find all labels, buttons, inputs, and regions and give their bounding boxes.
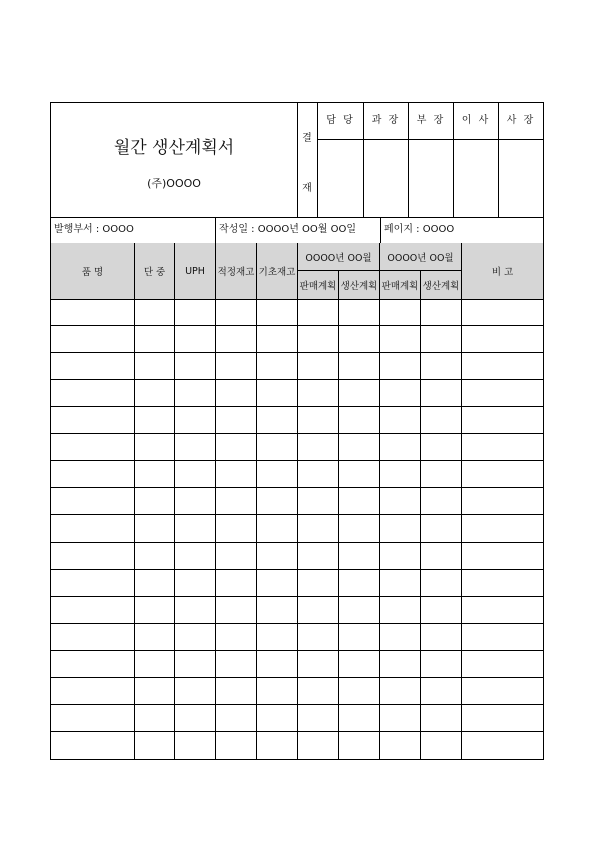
table-row <box>51 705 543 732</box>
table-cell[interactable] <box>421 515 462 541</box>
table-cell[interactable] <box>257 515 298 541</box>
table-cell[interactable] <box>175 543 216 569</box>
table-cell[interactable] <box>462 624 543 650</box>
table-cell[interactable] <box>135 597 175 623</box>
table-cell[interactable] <box>421 624 462 650</box>
table-cell[interactable] <box>51 651 135 677</box>
table-cell[interactable] <box>421 543 462 569</box>
header-unit-weight: 단 중 <box>135 243 175 299</box>
table-cell[interactable] <box>462 380 543 406</box>
table-cell[interactable] <box>298 515 339 541</box>
table-cell[interactable] <box>380 461 421 487</box>
table-cell[interactable] <box>339 678 380 704</box>
table-row <box>51 407 543 434</box>
table-cell[interactable] <box>175 624 216 650</box>
table-cell[interactable] <box>175 380 216 406</box>
table-cell[interactable] <box>298 732 339 759</box>
header-sales-plan-1: 판매계획 <box>298 271 339 299</box>
table-cell[interactable] <box>298 705 339 731</box>
table-cell[interactable] <box>51 380 135 406</box>
table-cell[interactable] <box>175 705 216 731</box>
table-cell[interactable] <box>216 732 257 759</box>
table-cell[interactable] <box>462 732 543 759</box>
table-cell[interactable] <box>257 326 298 352</box>
table-cell[interactable] <box>135 299 175 325</box>
table-cell[interactable] <box>51 624 135 650</box>
table-cell[interactable] <box>257 705 298 731</box>
table-row <box>51 488 543 515</box>
page-field[interactable]: 페이지 : OOOO <box>384 224 455 235</box>
table-cell[interactable] <box>175 326 216 352</box>
table-cell[interactable] <box>135 434 175 460</box>
table-cell[interactable] <box>421 651 462 677</box>
department-field[interactable]: 발행부서 : OOOO <box>51 217 216 243</box>
table-cell[interactable] <box>380 380 421 406</box>
table-cell[interactable] <box>135 461 175 487</box>
table-cell[interactable] <box>298 299 339 325</box>
table-cell[interactable] <box>175 353 216 379</box>
header-item: 품 명 <box>51 243 135 299</box>
table-cell[interactable] <box>257 624 298 650</box>
table-cell[interactable] <box>462 515 543 541</box>
table-cell[interactable] <box>135 624 175 650</box>
table-row <box>51 434 543 461</box>
table-cell[interactable] <box>298 353 339 379</box>
table-cell[interactable] <box>257 380 298 406</box>
table-cell[interactable] <box>339 732 380 759</box>
table-cell[interactable] <box>51 434 135 460</box>
table-cell[interactable] <box>135 380 175 406</box>
header-safety-stock: 적정재고 <box>216 243 257 299</box>
table-cell[interactable] <box>51 570 135 596</box>
table-cell[interactable] <box>175 515 216 541</box>
table-cell[interactable] <box>380 624 421 650</box>
table-cell[interactable] <box>216 624 257 650</box>
table-cell[interactable] <box>380 651 421 677</box>
approval-role: 사 장 <box>499 103 543 140</box>
table-cell[interactable] <box>339 380 380 406</box>
table-cell[interactable] <box>339 515 380 541</box>
table-row <box>51 515 543 542</box>
table-cell[interactable] <box>135 488 175 514</box>
table-cell[interactable] <box>135 543 175 569</box>
table-cell[interactable] <box>175 651 216 677</box>
table-cell[interactable] <box>421 732 462 759</box>
table-cell[interactable] <box>175 570 216 596</box>
table-cell[interactable] <box>339 651 380 677</box>
table-cell[interactable] <box>298 380 339 406</box>
table-cell[interactable] <box>380 299 421 325</box>
table-cell[interactable] <box>51 705 135 731</box>
table-cell[interactable] <box>51 543 135 569</box>
table-cell[interactable] <box>216 488 257 514</box>
table-cell[interactable] <box>380 543 421 569</box>
table-cell[interactable] <box>462 597 543 623</box>
table-row <box>51 326 543 353</box>
table-cell[interactable] <box>339 434 380 460</box>
table-cell[interactable] <box>298 407 339 433</box>
table-cell[interactable] <box>339 705 380 731</box>
table-row <box>51 624 543 651</box>
production-plan-form <box>50 102 544 760</box>
table-cell[interactable] <box>380 434 421 460</box>
table-cell[interactable] <box>135 570 175 596</box>
table-cell[interactable] <box>380 570 421 596</box>
table-cell[interactable] <box>51 488 135 514</box>
table-cell[interactable] <box>135 732 175 759</box>
table-cell[interactable] <box>298 543 339 569</box>
table-cell[interactable] <box>298 461 339 487</box>
table-cell[interactable] <box>216 353 257 379</box>
table-cell[interactable] <box>298 488 339 514</box>
table-cell[interactable] <box>339 543 380 569</box>
table-cell[interactable] <box>421 407 462 433</box>
table-cell[interactable] <box>298 326 339 352</box>
table-cell[interactable] <box>257 543 298 569</box>
table-cell[interactable] <box>339 597 380 623</box>
table-cell[interactable] <box>462 705 543 731</box>
table-cell[interactable] <box>257 488 298 514</box>
table-cell[interactable] <box>175 434 216 460</box>
approval-role: 부 장 <box>409 103 453 140</box>
table-cell[interactable] <box>257 678 298 704</box>
table-cell[interactable] <box>175 407 216 433</box>
approval-role: 담 당 <box>318 103 363 140</box>
table-cell[interactable] <box>462 353 543 379</box>
table-cell[interactable] <box>339 461 380 487</box>
header-production-plan-2: 생산계획 <box>421 271 462 299</box>
table-row <box>51 678 543 705</box>
table-cell[interactable] <box>298 651 339 677</box>
table-cell[interactable] <box>216 515 257 541</box>
table-cell[interactable] <box>135 678 175 704</box>
table-cell[interactable] <box>175 488 216 514</box>
table-cell[interactable] <box>462 570 543 596</box>
table-cell[interactable] <box>216 407 257 433</box>
table-cell[interactable] <box>51 353 135 379</box>
table-cell[interactable] <box>339 488 380 514</box>
table-cell[interactable] <box>462 407 543 433</box>
header-month-2: OOOO년 OO월 <box>380 243 462 271</box>
table-cell[interactable] <box>339 407 380 433</box>
table-cell[interactable] <box>462 461 543 487</box>
table-cell[interactable] <box>380 515 421 541</box>
approval-column[interactable] <box>409 103 454 217</box>
table-cell[interactable] <box>298 597 339 623</box>
table-cell[interactable] <box>462 651 543 677</box>
table-cell[interactable] <box>216 461 257 487</box>
table-cell[interactable] <box>380 678 421 704</box>
table-cell[interactable] <box>339 326 380 352</box>
table-cell[interactable] <box>298 434 339 460</box>
table-cell[interactable] <box>257 353 298 379</box>
table-cell[interactable] <box>135 326 175 352</box>
header-sales-plan-2: 판매계획 <box>380 271 421 299</box>
info-row <box>51 217 543 244</box>
table-cell[interactable] <box>380 353 421 379</box>
table-cell[interactable] <box>421 488 462 514</box>
form-header <box>51 103 543 218</box>
table-cell[interactable] <box>298 624 339 650</box>
table-cell[interactable] <box>380 705 421 731</box>
table-cell[interactable] <box>421 461 462 487</box>
table-cell[interactable] <box>462 543 543 569</box>
approval-role: 과 장 <box>364 103 408 140</box>
table-cell[interactable] <box>257 597 298 623</box>
table-cell[interactable] <box>380 732 421 759</box>
table-row <box>51 461 543 488</box>
header-remarks: 비 고 <box>491 267 514 278</box>
table-cell[interactable] <box>216 299 257 325</box>
table-cell[interactable] <box>51 678 135 704</box>
table-cell[interactable] <box>380 488 421 514</box>
approval-side-label <box>297 103 318 217</box>
table-cell[interactable] <box>339 570 380 596</box>
table-cell[interactable] <box>51 326 135 352</box>
table-cell[interactable] <box>380 326 421 352</box>
table-row <box>51 570 543 597</box>
table-cell[interactable] <box>175 732 216 759</box>
table-cell[interactable] <box>421 597 462 623</box>
table-cell[interactable] <box>339 624 380 650</box>
table-cell[interactable] <box>339 353 380 379</box>
table-cell[interactable] <box>216 570 257 596</box>
table-cell[interactable] <box>216 678 257 704</box>
table-cell[interactable] <box>462 434 543 460</box>
table-cell[interactable] <box>216 434 257 460</box>
table-cell[interactable] <box>51 461 135 487</box>
table-cell[interactable] <box>216 651 257 677</box>
table-cell[interactable] <box>135 515 175 541</box>
approval-column[interactable] <box>454 103 499 217</box>
table-cell[interactable] <box>462 678 543 704</box>
table-cell[interactable] <box>135 353 175 379</box>
table-cell[interactable] <box>175 678 216 704</box>
table-row <box>51 732 543 759</box>
table-cell[interactable] <box>135 407 175 433</box>
table-row <box>51 353 543 380</box>
table-cell[interactable] <box>421 678 462 704</box>
table-cell[interactable] <box>216 326 257 352</box>
table-cell[interactable] <box>51 732 135 759</box>
table-cell[interactable] <box>298 570 339 596</box>
header-base-stock: 기초재고 <box>257 243 298 299</box>
table-cell[interactable] <box>51 515 135 541</box>
table-cell[interactable] <box>257 570 298 596</box>
title-area <box>51 103 298 217</box>
approval-column[interactable] <box>318 103 364 217</box>
table-row <box>51 597 543 624</box>
table-cell[interactable] <box>462 326 543 352</box>
table-cell[interactable] <box>421 570 462 596</box>
header-production-plan-1: 생산계획 <box>339 271 380 299</box>
table-cell[interactable] <box>462 488 543 514</box>
table-cell[interactable] <box>257 434 298 460</box>
table-cell[interactable] <box>216 543 257 569</box>
date-field[interactable]: 작성일 : OOOO년 OO월 OO일 <box>216 217 381 243</box>
table-cell[interactable] <box>216 380 257 406</box>
approval-label-top: 결 <box>302 133 312 144</box>
table-row <box>51 380 543 407</box>
table-cell[interactable] <box>175 299 216 325</box>
table-cell[interactable] <box>462 299 543 325</box>
table-cell[interactable] <box>51 407 135 433</box>
table-cell[interactable] <box>421 380 462 406</box>
table-cell[interactable] <box>339 299 380 325</box>
table-cell[interactable] <box>51 299 135 325</box>
table-cell[interactable] <box>421 705 462 731</box>
table-cell[interactable] <box>421 353 462 379</box>
table-cell[interactable] <box>135 705 175 731</box>
table-cell[interactable] <box>380 407 421 433</box>
table-cell[interactable] <box>257 407 298 433</box>
table-cell[interactable] <box>257 299 298 325</box>
approval-column[interactable] <box>499 103 543 217</box>
header-uph: UPH <box>175 243 216 299</box>
table-cell[interactable] <box>216 705 257 731</box>
table-cell[interactable] <box>298 678 339 704</box>
table-cell[interactable] <box>257 461 298 487</box>
header-month-1: OOOO년 OO월 <box>298 243 380 271</box>
table-cell[interactable] <box>175 461 216 487</box>
document-title: 월간 생산계획서 <box>113 138 235 158</box>
table-cell[interactable] <box>421 434 462 460</box>
table-cell[interactable] <box>380 597 421 623</box>
table-cell[interactable] <box>216 597 257 623</box>
approval-label-bottom: 재 <box>302 183 312 194</box>
table-cell[interactable] <box>257 651 298 677</box>
table-cell[interactable] <box>51 597 135 623</box>
company-name: (주)OOOO <box>147 177 201 190</box>
approval-column[interactable] <box>364 103 409 217</box>
table-cell[interactable] <box>421 299 462 325</box>
table-row <box>51 299 543 326</box>
table-cell[interactable] <box>257 732 298 759</box>
table-header <box>51 243 543 300</box>
approval-role: 이 사 <box>454 103 498 140</box>
table-cell[interactable] <box>175 597 216 623</box>
table-cell[interactable] <box>135 651 175 677</box>
approval-box <box>318 103 543 217</box>
table-cell[interactable] <box>421 326 462 352</box>
table-row <box>51 651 543 678</box>
table-row <box>51 543 543 570</box>
